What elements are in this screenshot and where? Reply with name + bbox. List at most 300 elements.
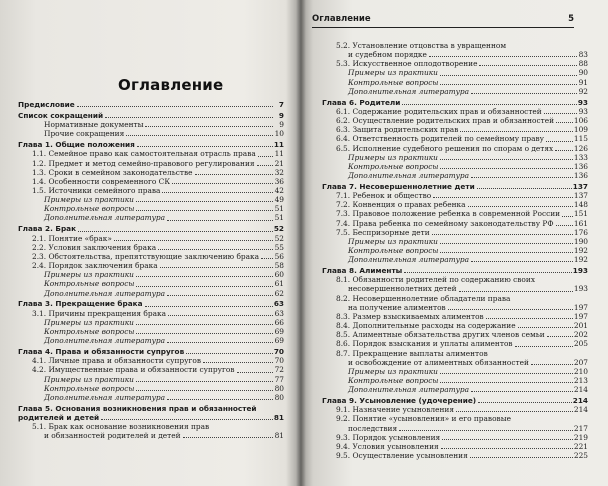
dot-leader [404,272,571,273]
toc-entry-page: 133 [573,152,588,162]
toc-entry-title: Глава 2. Брак [18,224,77,234]
dot-leader [168,315,273,316]
toc-entry-page: 21 [274,158,284,168]
toc-entry-page: 202 [573,330,588,340]
toc-entry-title: Нормативные документы [44,120,144,130]
dot-leader [257,165,273,166]
dot-leader [479,65,577,66]
toc-entry [322,349,588,358]
dot-leader [126,135,273,136]
toc-entry-title: Дополнительная литература [44,336,166,346]
dot-leader [167,399,273,400]
toc-entry-page: 193 [572,266,588,276]
toc-right [322,41,588,460]
dot-leader [186,353,273,354]
page-number: 5 [568,14,574,24]
toc-entry [322,376,588,385]
toc-entry-title: Примеры из практики [44,374,134,384]
toc-entry [18,234,284,243]
toc-entry [18,289,284,298]
right-page [304,0,608,486]
toc-entry [18,129,284,138]
toc-entry-page: 106 [573,116,588,126]
toc-entry-title: 1.3. Сроки в семейном законодательстве [32,167,193,177]
toc-entry [322,153,588,162]
toc-entry-title: Контрольные вопросы [348,376,439,386]
dot-leader [172,183,273,184]
toc-entry-page: 197 [573,311,588,321]
toc-chapter-entry [322,266,588,275]
toc-entry [18,270,284,279]
toc-entry [322,171,588,180]
toc-entry [322,134,588,143]
toc-entry-title: 7.2. Конвенция о правах ребенка [336,200,466,210]
toc-entry-title: 6.5. Исполнение судебного решения по спорам о детях [336,143,554,153]
toc-chapter-entry [18,224,284,233]
toc-entry [322,68,588,77]
toc-entry [18,318,284,327]
toc-entry-title: Прочие сокращения [44,129,125,139]
dot-leader [515,346,573,347]
toc-entry-page: 32 [274,167,284,177]
toc-entry-title: Глава 6. Родители [322,97,401,107]
toc-entry-title: 8.1. Обязанности родителей по содержанию своих [336,275,535,285]
toc-entry-page: 176 [573,227,588,237]
toc-entry-title: Дополнительная литература [44,288,166,298]
dot-leader [486,318,573,319]
toc-entry-title: Контрольные вопросы [44,383,135,393]
toc-entry [322,414,588,423]
toc-entry-title: 5.1. Брак как основание возникновения прав [32,422,210,432]
toc-entry-title: Дополнительная литература [348,86,470,96]
toc-entry [18,186,284,195]
dot-leader [77,106,273,107]
toc-entry [18,336,284,345]
toc-entry-page: 61 [274,279,284,289]
toc-entry [322,237,588,246]
toc-entry-page: 193 [573,284,588,294]
dot-leader [555,150,573,151]
toc-entry-title: Примеры из практики [348,366,438,376]
toc-entry [322,78,588,87]
toc-entry [322,116,588,125]
toc-entry-page: 137 [573,191,588,201]
toc-entry-page: 214 [573,385,588,395]
toc-entry-title: на получение алиментов [348,302,446,312]
dot-leader [167,295,273,296]
toc-entry-title: Дополнительная литература [348,385,470,395]
dot-leader [136,390,273,391]
toc-entry-title: 1.4. Особенности современного СК [32,176,171,186]
toc-entry-title: Контрольные вопросы [348,246,439,256]
toc-entry-title: Дополнительная литература [44,392,166,402]
toc-entry-title: и обязанностей родителей и детей [44,431,181,441]
toc-entry-page: 219 [573,432,588,442]
dot-leader [101,419,273,420]
toc-entry [322,405,588,414]
toc-entry-title: Примеры из практики [348,152,438,162]
toc-entry [322,385,588,394]
toc-entry-page: 201 [573,321,588,331]
toc-entry [18,327,284,336]
toc-entry [18,393,284,402]
dot-leader [237,372,274,373]
toc-entry-title: Глава 4. Права и обязанности супругов [18,347,185,357]
toc-entry-page: 69 [274,326,284,336]
dot-leader [442,439,573,440]
toc-entry-title: Глава 8. Алименты [322,266,403,276]
toc-entry-page: 70 [274,356,284,366]
dot-leader [459,291,573,292]
toc-entry-page: 51 [274,204,284,214]
toc-entry-title: 5.3. Искусственное оплодотворение [336,59,478,69]
toc-entry-title: Глава 3. Прекращение брака [18,299,143,309]
toc-entry-page: 90 [578,68,588,78]
toc-entry-page: 192 [573,255,588,265]
dot-leader [471,93,577,94]
toc-entry-title: 6.3. Защита родительских прав [336,125,459,135]
toc-entry-title: Контрольные вопросы [44,326,135,336]
toc-entry-title: 2.1. Понятие «брак» [32,233,112,243]
toc-chapter-entry [322,182,588,191]
dot-leader [440,168,572,169]
header-rule [312,27,574,28]
dot-leader [460,131,573,132]
toc-entry [322,219,588,228]
toc-entry-page: 115 [573,134,588,144]
toc-entry [322,433,588,442]
toc-entry-title: Глава 9. Усыновление (удочерение) [322,396,477,406]
toc-entry [18,120,284,129]
dot-leader [477,188,572,189]
toc-entry-title: последствия [348,423,398,433]
toc-entry-page: 69 [274,336,284,346]
dot-leader [440,243,573,244]
toc-entry-page: 213 [573,376,588,386]
toc-entry-title: Глава 7. Несовершеннолетние дети [322,181,475,191]
toc-entry-page: 80 [274,383,284,393]
running-header [312,14,574,24]
toc-entry-title: Контрольные вопросы [44,279,135,289]
toc-entry-page: 63 [274,308,284,318]
dot-leader [261,258,273,259]
dot-leader [105,117,273,118]
toc-entry-page: 88 [578,59,588,69]
toc-entry-page: 63 [273,299,284,309]
toc-entry-title: родителей и детей [18,412,100,422]
toc-entry-title: 8.5. Алиментные обязательства других членов семьи [336,330,545,340]
toc-entry-title: несовершеннолетних детей [348,284,457,294]
toc-entry-title: Примеры из практики [44,317,134,327]
dot-leader [402,104,576,105]
left-page [0,0,298,486]
toc-entry [322,358,588,367]
toc-entry-title: 8.2. Несовершеннолетние обладатели права [336,293,511,303]
toc-entry-title: 4.2. Имущественные права и обязанности супругов [32,365,235,375]
toc-left [18,100,284,440]
toc-entry-page: 210 [573,366,588,376]
toc-entry-page: 91 [578,77,588,87]
dot-leader [471,391,573,392]
toc-entry-page: 221 [573,441,588,451]
dot-leader [547,336,573,337]
toc-entry-page: 51 [274,213,284,223]
toc-entry-title: 5.2. Установление отцовства в увращенном [336,41,507,50]
dot-leader [429,56,577,57]
toc-entry [18,422,284,431]
toc-entry-title: 6.4. Ответственность родителей по семейному праву [336,134,545,144]
dot-leader [440,382,572,383]
toc-entry-page: 197 [573,302,588,312]
dot-leader [136,286,273,287]
toc-entry-page: 225 [573,451,588,461]
dot-leader [258,156,273,157]
toc-entry-page: 214 [573,405,588,415]
toc-entry-page: 11 [274,149,284,159]
toc-entry-title: 8.6. Порядок взыскания и уплаты алиментов [336,339,513,349]
toc-entry-page: 77 [274,374,284,384]
toc-entry-title: 1.2. Предмет и метод семейно-правового регулирования [32,158,255,168]
toc-entry [18,365,284,374]
toc-entry-page: 52 [273,224,284,234]
toc-heading: Оглавление [118,76,224,94]
toc-chapter-entry [18,140,284,149]
dot-leader [183,437,273,438]
toc-entry [322,321,588,330]
dot-leader [448,309,573,310]
toc-entry-title: Примеры из практики [44,270,134,280]
toc-entry-page: 49 [274,195,284,205]
dot-leader [440,75,577,76]
toc-entry-title: 2.2. Условия заключения брака [32,242,157,252]
toc-entry [322,41,588,50]
toc-entry-title: Примеры из практики [44,195,134,205]
toc-entry [18,279,284,288]
toc-entry-page: 9 [279,120,284,130]
dot-leader [136,201,273,202]
toc-entry-page: 52 [274,233,284,243]
toc-entry-page: 80 [274,392,284,402]
toc-entry-title: 1.1. Семейное право как самостоятельная отрасль права [32,149,256,159]
toc-entry-title: 2.3. Обстоятельства, препятствующие заключению брака [32,251,260,261]
dot-leader [195,174,273,175]
dot-leader [145,306,273,307]
toc-entry [322,246,588,255]
toc-entry-page: 66 [274,317,284,327]
toc-entry-page: 214 [572,396,588,406]
toc-entry-page: 148 [573,200,588,210]
toc-entry [322,87,588,96]
toc-entry [322,228,588,237]
dot-leader [471,177,573,178]
toc-entry-page: 70 [273,347,284,357]
toc-entry [322,255,588,264]
toc-entry-title: 7.1. Ребенок и общество [336,191,432,201]
dot-leader [440,373,573,374]
dot-leader [167,220,273,221]
toc-entry-page: 93 [577,97,588,107]
toc-entry [322,339,588,348]
toc-entry [18,177,284,186]
toc-entry [18,149,284,158]
toc-chapter-entry [322,98,588,107]
toc-entry-page: 62 [274,288,284,298]
dot-leader [137,146,273,147]
toc-entry-page: 42 [274,186,284,195]
toc-entry [322,125,588,134]
toc-entry-title: и освобождение от алиментных обязанностей [348,357,529,367]
toc-entry [18,261,284,270]
dot-leader [456,411,573,412]
toc-entry [18,252,284,261]
toc-chapter-entry [18,111,284,120]
dot-leader [470,457,573,458]
toc-entry-page: 60 [274,270,284,280]
dot-leader [556,225,573,226]
toc-entry [18,195,284,204]
toc-entry-page: 161 [573,218,588,228]
toc-entry-page: 83 [578,50,588,60]
dot-leader [136,210,273,211]
toc-entry-page: 36 [274,176,284,186]
toc-entry-page: 137 [572,181,588,191]
toc-entry-page: 56 [274,251,284,261]
toc-entry [322,59,588,68]
toc-entry-title: 9.1. Назначение усыновления [336,405,454,415]
toc-entry [18,375,284,384]
toc-entry [18,168,284,177]
dot-leader [518,327,573,328]
toc-chapter-entry [18,299,284,308]
toc-entry-page: 58 [274,261,284,271]
dot-leader [562,216,573,217]
toc-entry [322,200,588,209]
toc-entry-title: 2.4. Порядок заключения брака [32,261,158,271]
toc-entry-page: 207 [573,357,588,367]
toc-entry [322,424,588,433]
dot-leader [471,261,573,262]
toc-entry-page: 55 [274,242,284,252]
toc-entry [322,107,588,116]
toc-entry-page: 192 [573,246,588,256]
dot-leader [399,430,573,431]
toc-chapter-entry [18,100,284,109]
toc-entry-page: 81 [273,412,284,422]
toc-entry-page: 81 [274,431,284,441]
toc-entry-title: Дополнительная литература [44,213,166,223]
toc-chapter-entry [18,347,284,356]
toc-entry-title: 7.3. Правовое положение ребенка в современной России [336,209,561,219]
toc-entry-page: 136 [573,161,588,171]
toc-entry [322,367,588,376]
dot-leader [114,240,273,241]
toc-entry [18,243,284,252]
dot-leader [546,141,573,142]
toc-entry-title: Предисловие [18,100,75,109]
dot-leader [544,113,577,114]
dot-leader [441,448,573,449]
toc-entry-page: 109 [573,125,588,135]
toc-entry-title: 4.1. Личные права и обязанности супругов [32,356,201,366]
toc-entry [322,50,588,59]
dot-leader [440,159,573,160]
toc-entry-page: 126 [573,143,588,153]
dot-leader [440,252,572,253]
dot-leader [162,192,273,193]
toc-entry-title: Дополнительная литература [348,255,470,265]
toc-entry [18,431,284,440]
toc-entry-title: 6.1. Содержание родительских прав и обязанностей [336,106,542,116]
running-title: Оглавление [312,14,371,24]
toc-entry-title: 8.3. Размер взыскиваемых алиментов [336,311,484,321]
dot-leader [136,276,273,277]
toc-entry-title: Контрольные вопросы [348,77,439,87]
toc-entry-title: 8.7. Прекращение выплаты алиментов [336,348,488,358]
toc-entry [18,213,284,222]
toc-entry-title: Глава 1. Общие положения [18,140,135,150]
toc-entry-title: 9.3. Порядок усыновления [336,432,441,442]
toc-entry-title: Список сокращений [18,110,104,120]
dot-leader [433,197,573,198]
dot-leader [203,362,273,363]
toc-entry-title: 7.4. Права ребенка по семейному законодательству РФ [336,218,554,228]
dot-leader [136,324,273,325]
toc-entry [322,330,588,339]
toc-entry [322,144,588,153]
dot-leader [167,342,273,343]
toc-entry-title: и судебном порядке [348,50,427,60]
toc-entry [322,162,588,171]
toc-entry-title: 9.2. Понятие «усыновления» и его правовые [336,414,511,424]
toc-entry [322,312,588,321]
toc-chapter-entry [18,404,284,413]
toc-entry [322,442,588,451]
dot-leader [440,84,577,85]
dot-leader [158,249,273,250]
toc-entry-page: 151 [573,209,588,219]
toc-entry [322,294,588,303]
toc-entry [18,356,284,365]
toc-entry-page: 10 [274,129,284,139]
toc-entry-title: 6.2. Осуществление родительских прав и обязанностей [336,116,554,126]
toc-entry [322,303,588,312]
toc-entry [18,159,284,168]
toc-entry-title: 8.4. Дополнительные расходы на содержание [336,321,516,331]
toc-entry-page: 92 [578,86,588,96]
toc-chapter-entry [18,413,284,422]
toc-entry-title: 9.5. Осуществление усыновления [336,451,468,461]
toc-entry-page: 217 [573,423,588,433]
toc-entry-page: 190 [573,236,588,246]
toc-entry-page: 9 [278,110,284,120]
toc-entry [322,451,588,460]
toc-entry-title: 1.5. Источники семейного права [32,186,161,195]
dot-leader [432,234,573,235]
toc-entry [322,275,588,284]
toc-entry-title: Контрольные вопросы [44,204,135,214]
toc-entry [322,284,588,293]
dot-leader [136,333,273,334]
toc-entry-page: 72 [274,365,284,375]
dot-leader [160,267,273,268]
toc-entry [18,204,284,213]
toc-entry-page: 93 [578,106,588,116]
toc-entry-page: 136 [573,170,588,180]
dot-leader [468,206,573,207]
dot-leader [531,364,573,365]
toc-entry [18,309,284,318]
toc-entry-title: Дополнительная литература [348,170,470,180]
